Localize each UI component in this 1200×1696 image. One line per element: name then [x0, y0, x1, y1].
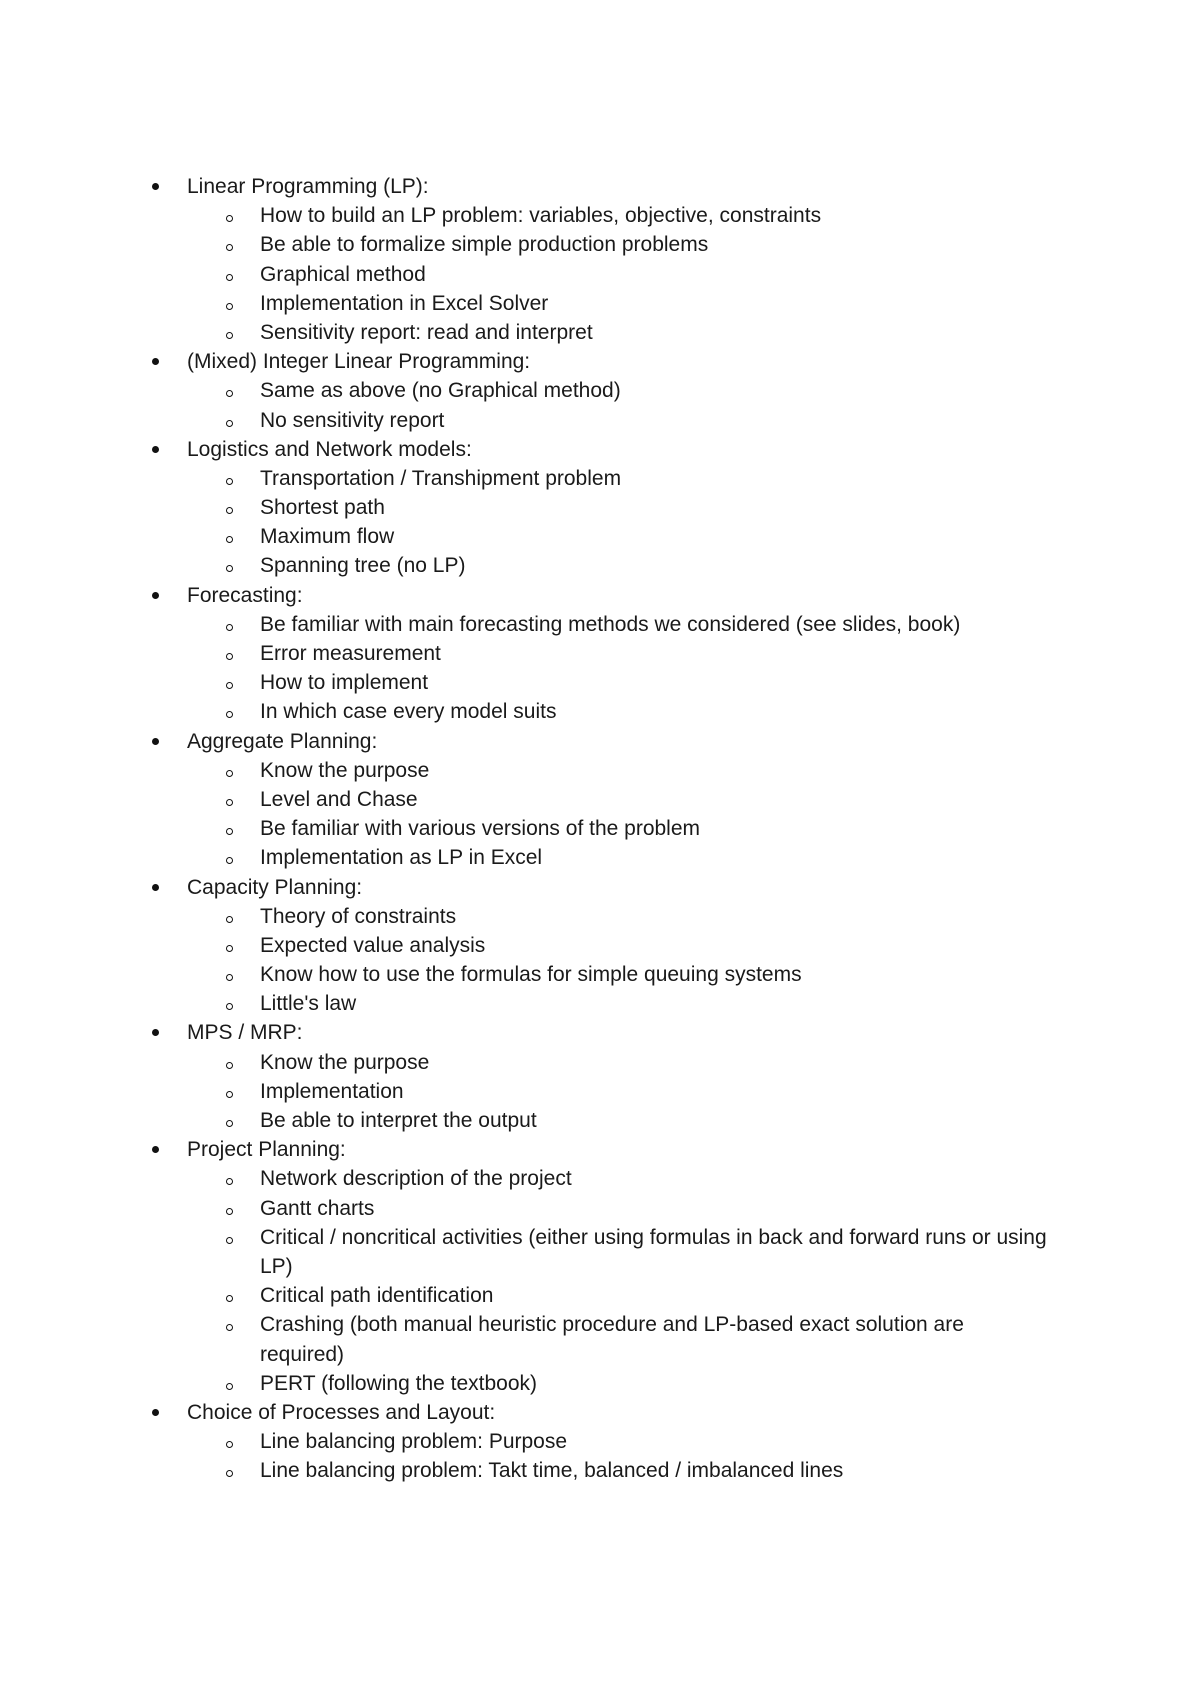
circle-bullet-icon	[226, 1383, 233, 1390]
circle-bullet-icon	[226, 624, 233, 631]
subtopic-text: Line balancing problem: Takt time, balanced / imbalanced lines	[260, 1459, 844, 1483]
subtopic-item	[0, 464, 1200, 493]
topic-section	[0, 172, 1200, 347]
circle-bullet-icon	[226, 653, 233, 660]
bullet-icon	[152, 592, 159, 599]
bullet-icon	[152, 1029, 159, 1036]
circle-bullet-icon	[226, 1324, 233, 1331]
subtopic-text: Expected value analysis	[260, 933, 486, 957]
subtopic-item	[0, 493, 1200, 522]
subtopic-text: Be familiar with main forecasting methods we considered (see slides, book)	[260, 612, 961, 636]
subtopic-text: Critical / noncritical activities (either using formulas in back and forward runs or using LP)	[260, 1225, 1047, 1278]
circle-bullet-icon	[226, 1003, 233, 1010]
subtopic-text: Implementation	[260, 1079, 404, 1103]
subtopic-text: Maximum flow	[260, 525, 395, 549]
bullet-icon	[152, 446, 159, 453]
topic-title: Linear Programming (LP):	[187, 175, 429, 198]
subtopic-text: Theory of constraints	[260, 904, 457, 928]
subtopic-text: Level and Chase	[260, 787, 418, 811]
subtopic-text: Know the purpose	[260, 1050, 430, 1074]
topic-section	[0, 1135, 1200, 1398]
circle-bullet-icon	[226, 390, 233, 397]
subtopic-text: Little's law	[260, 992, 357, 1016]
circle-bullet-icon	[226, 1470, 233, 1477]
circle-bullet-icon	[226, 303, 233, 310]
circle-bullet-icon	[226, 1237, 233, 1244]
subtopic-item	[0, 289, 1200, 318]
subtopic-item	[0, 1223, 1200, 1281]
circle-bullet-icon	[226, 945, 233, 952]
subtopic-item	[0, 318, 1200, 347]
bullet-icon	[152, 183, 159, 190]
topic-section	[0, 347, 1200, 435]
topic-heading	[0, 1398, 1200, 1427]
subtopic-text: Implementation as LP in Excel	[260, 846, 543, 870]
topic-title: Choice of Processes and Layout:	[187, 1400, 496, 1424]
topic-title: (Mixed) Integer Linear Programming:	[187, 350, 531, 374]
circle-bullet-icon	[226, 332, 233, 339]
subtopic-item	[0, 1369, 1200, 1398]
circle-bullet-icon	[226, 478, 233, 485]
subtopic-item	[0, 1456, 1200, 1485]
circle-bullet-icon	[226, 1208, 233, 1215]
circle-bullet-icon	[226, 1091, 233, 1098]
topic-section	[0, 581, 1200, 727]
subtopic-text: Shortest path	[260, 496, 385, 520]
topic-section	[0, 1398, 1200, 1486]
subtopic-text: Sensitivity report: read and interpret	[260, 320, 593, 344]
topic-section	[0, 1018, 1200, 1135]
circle-bullet-icon	[226, 215, 233, 222]
subtopic-text: Network description of the project	[260, 1167, 572, 1191]
subtopic-item	[0, 814, 1200, 843]
circle-bullet-icon	[226, 916, 233, 923]
topic-heading	[0, 727, 1200, 756]
subtopic-item	[0, 668, 1200, 697]
circle-bullet-icon	[226, 420, 233, 427]
bullet-icon	[152, 738, 159, 745]
subtopic-item	[0, 960, 1200, 989]
topic-title: Logistics and Network models:	[187, 437, 472, 461]
topic-heading	[0, 581, 1200, 610]
subtopic-item	[0, 1077, 1200, 1106]
subtopic-item	[0, 376, 1200, 405]
circle-bullet-icon	[226, 799, 233, 806]
circle-bullet-icon	[226, 828, 233, 835]
subtopic-text: PERT (following the textbook)	[260, 1371, 538, 1395]
subtopic-item	[0, 785, 1200, 814]
subtopic-item	[0, 1194, 1200, 1223]
subtopic-text: Critical path identification	[260, 1284, 494, 1308]
topic-title: Aggregate Planning:	[187, 729, 378, 753]
topic-heading	[0, 347, 1200, 376]
circle-bullet-icon	[226, 711, 233, 718]
circle-bullet-icon	[226, 565, 233, 572]
circle-bullet-icon	[226, 244, 233, 251]
subtopic-item	[0, 406, 1200, 435]
topic-heading	[0, 1018, 1200, 1047]
circle-bullet-icon	[226, 1295, 233, 1302]
subtopic-item	[0, 1048, 1200, 1077]
subtopic-text: Line balancing problem: Purpose	[260, 1430, 568, 1454]
circle-bullet-icon	[226, 274, 233, 281]
topic-section	[0, 727, 1200, 873]
subtopic-text: No sensitivity report	[260, 408, 445, 432]
circle-bullet-icon	[226, 682, 233, 689]
subtopic-text: Spanning tree (no LP)	[260, 554, 466, 578]
subtopic-item	[0, 260, 1200, 289]
subtopic-text: Graphical method	[260, 262, 426, 286]
topic-title: Capacity Planning:	[187, 875, 363, 899]
subtopic-text: How to build an LP problem: variables, objective, constraints	[260, 204, 822, 228]
circle-bullet-icon	[226, 770, 233, 777]
subtopic-item	[0, 697, 1200, 726]
subtopic-item	[0, 551, 1200, 580]
subtopic-item	[0, 1106, 1200, 1135]
subtopic-item	[0, 1281, 1200, 1310]
subtopic-text: Know the purpose	[260, 758, 430, 782]
subtopic-item	[0, 902, 1200, 931]
subtopic-text: Be able to formalize simple production problems	[260, 233, 709, 257]
subtopic-item	[0, 1310, 1200, 1368]
subtopic-text: Crashing (both manual heuristic procedure and LP-based exact solution are required)	[260, 1313, 964, 1366]
subtopic-item	[0, 931, 1200, 960]
bullet-icon	[152, 1146, 159, 1153]
subtopic-text: Same as above (no Graphical method)	[260, 379, 621, 403]
subtopic-text: Be able to interpret the output	[260, 1109, 537, 1132]
bullet-icon	[152, 358, 159, 365]
subtopic-item	[0, 1427, 1200, 1456]
subtopic-text: Implementation in Excel Solver	[260, 291, 549, 315]
circle-bullet-icon	[226, 857, 233, 864]
topic-heading	[0, 435, 1200, 464]
topic-title: Project Planning:	[187, 1138, 346, 1162]
circle-bullet-icon	[226, 974, 233, 981]
topic-section	[0, 435, 1200, 581]
circle-bullet-icon	[226, 507, 233, 514]
topic-outline	[0, 172, 1200, 1486]
bullet-icon	[152, 1409, 159, 1416]
subtopic-text: Know how to use the formulas for simple queuing systems	[260, 963, 802, 987]
circle-bullet-icon	[226, 1441, 233, 1448]
subtopic-text: Transportation / Transhipment problem	[260, 466, 622, 490]
topic-heading	[0, 172, 1200, 201]
subtopic-item	[0, 610, 1200, 639]
bullet-icon	[152, 884, 159, 891]
topic-title: Forecasting:	[187, 583, 303, 607]
subtopic-text: In which case every model suits	[260, 700, 557, 724]
subtopic-text: Error measurement	[260, 642, 441, 665]
circle-bullet-icon	[226, 1062, 233, 1069]
topic-heading	[0, 873, 1200, 902]
subtopic-item	[0, 230, 1200, 259]
subtopic-item	[0, 989, 1200, 1018]
subtopic-item	[0, 639, 1200, 668]
subtopic-text: Gantt charts	[260, 1196, 375, 1220]
subtopic-text: Be familiar with various versions of the problem	[260, 817, 701, 841]
circle-bullet-icon	[226, 536, 233, 543]
subtopic-item	[0, 1164, 1200, 1193]
topic-section	[0, 873, 1200, 1019]
circle-bullet-icon	[226, 1120, 233, 1127]
subtopic-item	[0, 522, 1200, 551]
subtopic-item	[0, 201, 1200, 230]
subtopic-text: How to implement	[260, 671, 429, 695]
topic-title: MPS / MRP:	[187, 1021, 303, 1045]
subtopic-item	[0, 756, 1200, 785]
topic-heading	[0, 1135, 1200, 1164]
circle-bullet-icon	[226, 1178, 233, 1185]
subtopic-item	[0, 843, 1200, 872]
